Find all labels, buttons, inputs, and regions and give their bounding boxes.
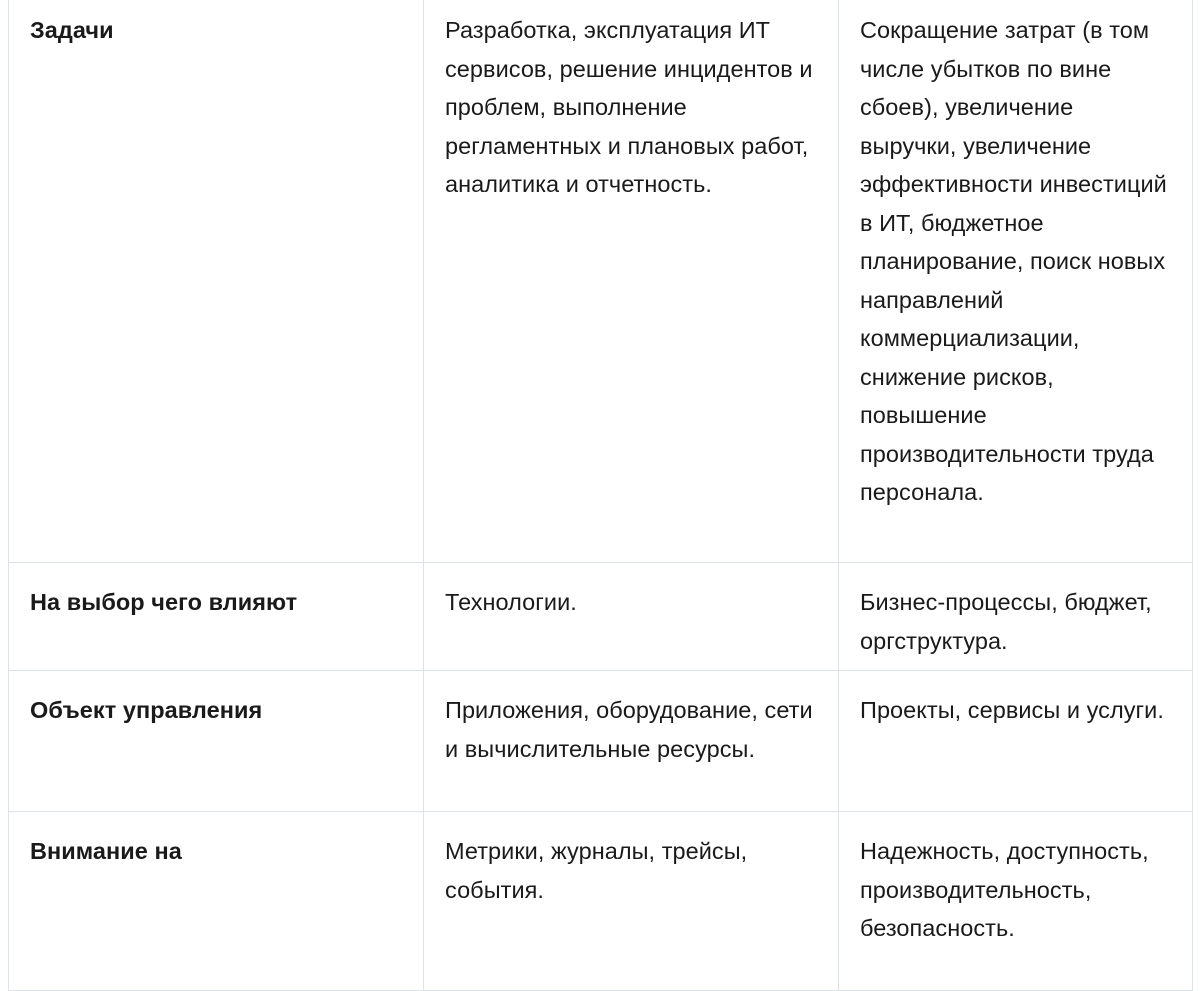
table-cell: Сокращение затрат (в том числе убытков по вине сбоев), увеличение выручки, увеличение эффективности инвестиций в ИТ, бюджетное планирование, поиск новых направлений коммерциализации, снижение рисков, повышение производительности труда персонала. (839, 0, 1193, 563)
comparison-table (8, 0, 1193, 991)
table-cell: Приложения, оборудование, сети и вычислительные ресурсы. (424, 671, 839, 812)
row-label-tasks: Задачи (9, 0, 424, 563)
table-cell: Надежность, доступность, производительность, безопасность. (839, 812, 1193, 991)
comparison-table-container (8, 0, 1192, 991)
table-cell: Разработка, эксплуатация ИТ сервисов, решение инцидентов и проблем, выполнение регламентных и плановых работ, аналитика и отчетность. (424, 0, 839, 563)
row-label-influence: На выбор чего влияют (9, 563, 424, 671)
table-row (9, 671, 1193, 812)
table-cell: Технологии. (424, 563, 839, 671)
row-label-attention: Внимание на (9, 812, 424, 991)
table-cell: Проекты, сервисы и услуги. (839, 671, 1193, 812)
table-cell: Бизнес-процессы, бюджет, оргструктура. (839, 563, 1193, 671)
row-label-management-object: Объект управления (9, 671, 424, 812)
table-cell: Метрики, журналы, трейсы, события. (424, 812, 839, 991)
table-row (9, 563, 1193, 671)
table-row (9, 812, 1193, 991)
table-row (9, 0, 1193, 563)
